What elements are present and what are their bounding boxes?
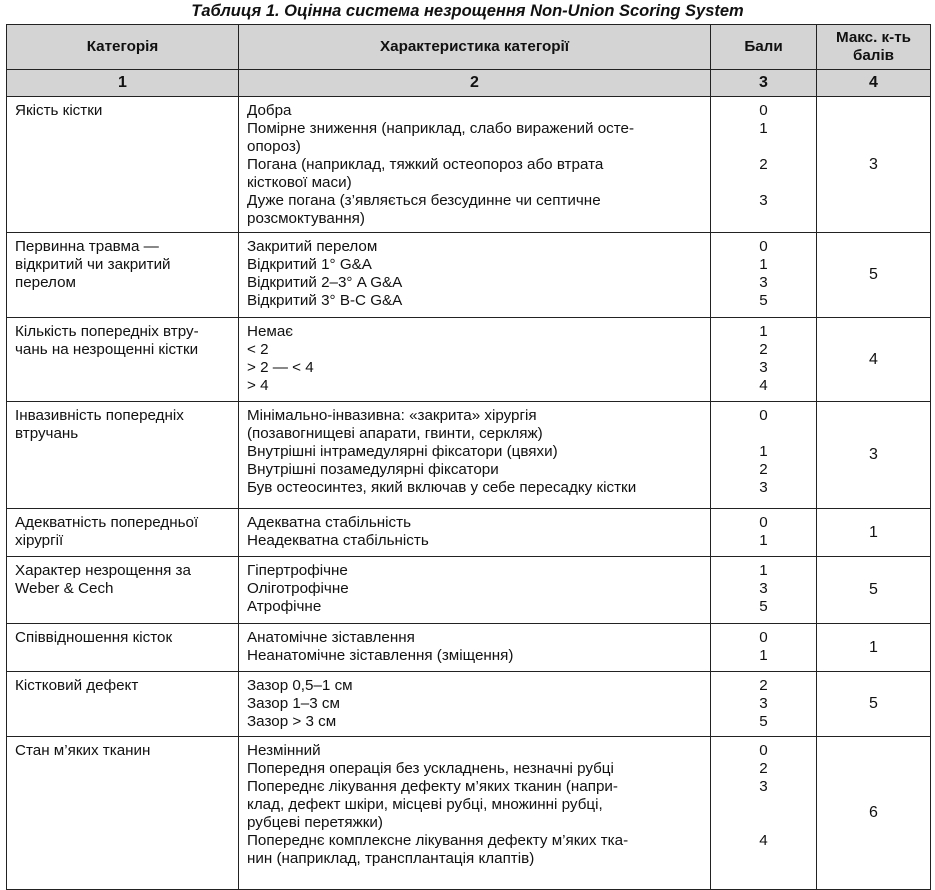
points-value: 2 — [759, 341, 768, 358]
points-value — [711, 814, 816, 832]
points-value: 1 — [759, 120, 768, 137]
points-value: 0 — [759, 742, 768, 759]
table-body — [7, 97, 931, 890]
points-cell — [711, 97, 817, 233]
characteristic-line: > 2 — < 4 — [247, 359, 314, 376]
points-cell — [711, 233, 817, 318]
characteristic-cell — [239, 233, 711, 318]
points-cell — [711, 737, 817, 890]
points-value: 3 — [759, 359, 768, 376]
characteristic-line: Адекватна стабільність — [247, 514, 411, 531]
header-max-line2: балів — [852, 47, 895, 64]
col-number-3: 3 — [711, 70, 817, 97]
category-cell — [7, 672, 239, 737]
characteristic-line: Мінімально-інвазивна: «закрита» хірургія — [247, 407, 537, 424]
characteristic-line: Оліготрофічне — [247, 580, 349, 597]
max-points-cell: 3 — [817, 402, 931, 509]
max-points-cell: 5 — [817, 233, 931, 318]
characteristic-line: Зазор 0,5–1 см — [247, 677, 353, 694]
characteristic-line: > 4 — [247, 377, 269, 394]
max-points-cell: 4 — [817, 318, 931, 402]
category-cell — [7, 318, 239, 402]
characteristic-cell — [239, 737, 711, 890]
category-line: Співвідношення кісток — [15, 629, 173, 646]
points-value: 0 — [759, 102, 768, 119]
points-value: 1 — [759, 647, 768, 664]
points-value: 0 — [759, 514, 768, 531]
column-number-row — [7, 70, 931, 97]
points-value: 3 — [759, 479, 768, 496]
table-row — [7, 233, 931, 318]
table-row — [7, 672, 931, 737]
points-value: 3 — [759, 778, 768, 795]
header-max-line1: Макс. к-ть — [835, 29, 911, 46]
category-line: Адекватність попередньої — [15, 514, 199, 531]
points-value — [711, 138, 816, 156]
characteristic-line: Дуже погана (з’являється безсудинне чи септичне — [247, 192, 601, 209]
category-line: втручань — [15, 425, 79, 442]
characteristic-line: розсмоктування) — [247, 210, 365, 227]
table-row — [7, 557, 931, 624]
category-line: Якість кістки — [15, 102, 103, 119]
characteristic-line: Зазор 1–3 см — [247, 695, 340, 712]
characteristic-cell — [239, 318, 711, 402]
table-row — [7, 737, 931, 890]
characteristic-line: Внутрішні позамедулярні фіксатори — [247, 461, 499, 478]
characteristic-line: Зазор > 3 см — [247, 713, 337, 730]
col-number-1: 1 — [7, 70, 239, 97]
max-points-cell: 1 — [817, 624, 931, 672]
col-number-2: 2 — [239, 70, 711, 97]
characteristic-line: Анатомічне зіставлення — [247, 629, 415, 646]
max-points-cell: 6 — [817, 737, 931, 890]
characteristic-line: рубцеві перетяжки) — [247, 814, 383, 831]
characteristic-cell — [239, 672, 711, 737]
points-value: 4 — [759, 832, 768, 849]
points-value — [711, 796, 816, 814]
max-points-cell: 1 — [817, 509, 931, 557]
table-row — [7, 509, 931, 557]
category-cell — [7, 624, 239, 672]
category-cell — [7, 402, 239, 509]
characteristic-cell — [239, 624, 711, 672]
characteristic-line: Добра — [247, 102, 292, 119]
points-value — [711, 174, 816, 192]
category-line: перелом — [15, 274, 76, 291]
characteristic-cell — [239, 402, 711, 509]
characteristic-line: Погана (наприклад, тяжкий остеопороз або втрата — [247, 156, 604, 173]
characteristic-line: Був остеосинтез, який включав у себе пересадку кістки — [247, 479, 637, 496]
table-row — [7, 318, 931, 402]
max-points-cell: 5 — [817, 557, 931, 624]
table-row — [7, 624, 931, 672]
points-value: 0 — [759, 629, 768, 646]
characteristic-line: Атрофічне — [247, 598, 322, 615]
category-line: Первинна травма — — [15, 238, 159, 255]
points-value: 5 — [759, 598, 768, 615]
scoring-table — [6, 24, 931, 890]
points-value — [711, 425, 816, 443]
points-value: 3 — [759, 192, 768, 209]
points-value: 5 — [759, 292, 768, 309]
header-points: Бали — [711, 25, 817, 70]
category-line: Стан м’яких тканин — [15, 742, 151, 759]
points-value: 3 — [759, 695, 768, 712]
characteristic-cell — [239, 97, 711, 233]
category-line: Інвазивність попередніх — [15, 407, 184, 424]
characteristic-line: (позавогнищеві апарати, гвинти, серкляж) — [247, 425, 543, 442]
characteristic-cell — [239, 509, 711, 557]
points-value: 4 — [759, 377, 768, 394]
category-line: відкритий чи закритий — [15, 256, 171, 273]
characteristic-line: Помірне зниження (наприклад, слабо виражений осте- — [247, 120, 635, 137]
points-value: 2 — [759, 760, 768, 777]
category-line: хірургії — [15, 532, 64, 549]
table-row — [7, 97, 931, 233]
max-points-cell: 3 — [817, 97, 931, 233]
points-value: 0 — [759, 407, 768, 424]
col-number-4: 4 — [817, 70, 931, 97]
characteristic-line: Немає — [247, 323, 294, 340]
points-value: 3 — [759, 274, 768, 291]
characteristic-line: Попереднє лікування дефекту м’яких тканин (напри- — [247, 778, 618, 795]
points-value: 0 — [759, 238, 768, 255]
points-cell — [711, 624, 817, 672]
category-cell — [7, 97, 239, 233]
category-line: чань на незрощенні кістки — [15, 341, 199, 358]
category-line: Характер незрощення за — [15, 562, 191, 579]
header-characteristic: Характеристика категорії — [239, 25, 711, 70]
points-value — [711, 210, 816, 228]
characteristic-line: клад, дефект шкіри, місцеві рубці, множинні рубці, — [247, 796, 603, 813]
points-value: 1 — [759, 532, 768, 549]
category-cell — [7, 233, 239, 318]
category-line: Weber & Cech — [15, 580, 114, 597]
characteristic-line: Попереднє комплексне лікування дефекту м’яких тка- — [247, 832, 629, 849]
points-cell — [711, 402, 817, 509]
category-line: Кістковий дефект — [15, 677, 139, 694]
characteristic-line: нин (наприклад, трансплантація клаптів) — [247, 850, 535, 867]
header-row — [7, 25, 931, 70]
points-cell — [711, 509, 817, 557]
points-value: 5 — [759, 713, 768, 730]
header-category: Категорія — [7, 25, 239, 70]
points-value: 1 — [759, 256, 768, 273]
points-cell — [711, 672, 817, 737]
max-points-cell: 5 — [817, 672, 931, 737]
category-cell — [7, 557, 239, 624]
characteristic-line: Незмінний — [247, 742, 321, 759]
characteristic-line: Гіпертрофічне — [247, 562, 348, 579]
points-value: 1 — [759, 443, 768, 460]
points-cell — [711, 557, 817, 624]
characteristic-line: опороз) — [247, 138, 301, 155]
points-value: 3 — [759, 580, 768, 597]
table-row — [7, 402, 931, 509]
points-value — [711, 850, 816, 868]
points-value: 2 — [759, 461, 768, 478]
characteristic-line: Неанатомічне зіставлення (зміщення) — [247, 647, 514, 664]
category-cell — [7, 509, 239, 557]
characteristic-line: Внутрішні інтрамедулярні фіксатори (цвяхи) — [247, 443, 558, 460]
characteristic-line: Відкритий 2–3° A G&A — [247, 274, 403, 291]
characteristic-line: Неадекватна стабільність — [247, 532, 429, 549]
points-value: 1 — [759, 562, 768, 579]
characteristic-line: Відкритий 1° G&A — [247, 256, 372, 273]
points-cell — [711, 318, 817, 402]
characteristic-line: кісткової маси) — [247, 174, 352, 191]
category-line: Кількість попередніх втру- — [15, 323, 199, 340]
table-title: Таблиця 1. Оцінна система незрощення Non-Union Scoring System — [191, 2, 744, 20]
characteristic-line: Відкритий 3° B-C G&A — [247, 292, 403, 309]
characteristic-line: < 2 — [247, 341, 269, 358]
points-value: 1 — [759, 323, 768, 340]
category-cell — [7, 737, 239, 890]
points-value: 2 — [759, 156, 768, 173]
characteristic-line: Попередня операція без ускладнень, незначні рубці — [247, 760, 614, 777]
points-value: 2 — [759, 677, 768, 694]
header-max-points — [817, 25, 931, 70]
characteristic-cell — [239, 557, 711, 624]
characteristic-line: Закритий перелом — [247, 238, 378, 255]
